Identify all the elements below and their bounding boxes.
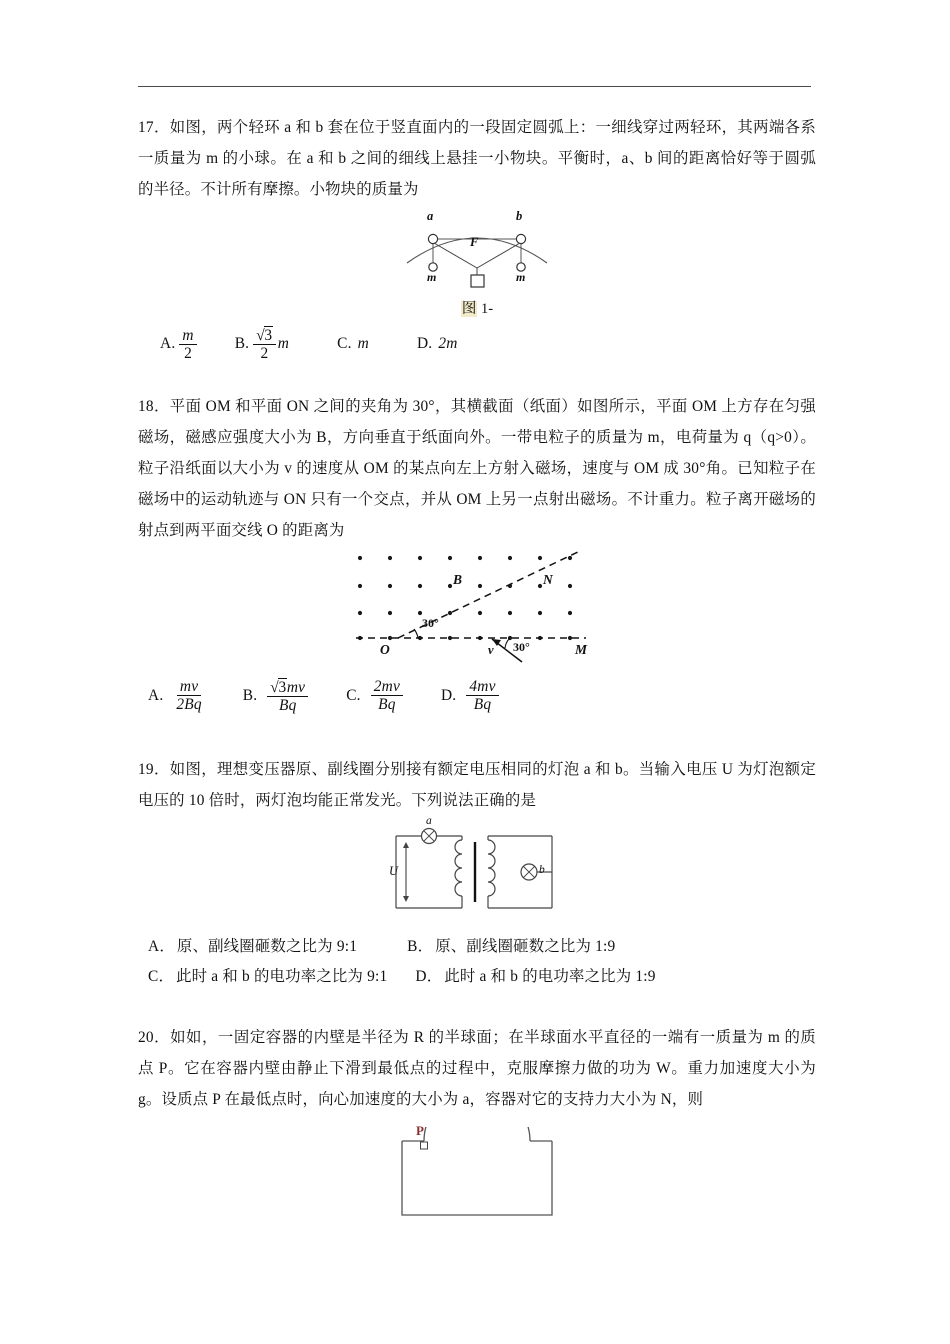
question-18-options: [138, 678, 816, 715]
option-18-C-numerator: 2mv: [371, 678, 403, 696]
option-19-D-value: 此时 a 和 b 的电功率之比为 1:9: [444, 968, 656, 985]
option-18-D[interactable]: [441, 678, 501, 714]
figure-17-caption: [461, 297, 493, 318]
option-18-A-denominator: 2Bq: [176, 696, 202, 714]
hemisphere-container-figure: [392, 1123, 562, 1225]
label-ring-a: a: [427, 209, 434, 223]
label-plane-M: M: [575, 641, 588, 657]
option-18-D-denominator: Bq: [473, 696, 492, 714]
option-18-B-value: [267, 678, 308, 715]
question-18: [138, 391, 816, 715]
option-19-C[interactable]: [148, 962, 387, 992]
option-19-B[interactable]: [407, 932, 615, 962]
option-17-B[interactable]: [235, 326, 289, 363]
option-18-B[interactable]: [243, 678, 310, 715]
option-18-D-label: D.: [440, 686, 457, 704]
sqrt-icon: √ 3: [270, 678, 287, 696]
option-17-C[interactable]: [337, 329, 369, 359]
question-18-figure-wrap: [138, 550, 816, 666]
option-18-C-label: C.: [346, 686, 361, 704]
page-content: [138, 112, 816, 1225]
question-19-options-row-1: [138, 932, 816, 962]
label-velocity-v: v: [488, 642, 494, 657]
question-17: [138, 112, 816, 363]
option-17-A-label: A.: [160, 335, 176, 353]
figure-caption-suffix: 1-: [481, 301, 494, 317]
label-ring-b: b: [516, 209, 523, 223]
label-lamp-a: a: [426, 815, 432, 827]
option-18-C-value: [371, 678, 403, 714]
option-19-C-value: 此时 a 和 b 的电功率之比为 9:1: [176, 968, 388, 985]
label-point-P: P: [416, 1123, 424, 1138]
option-19-A-label: A．: [148, 938, 175, 955]
option-18-A-value: [173, 678, 204, 714]
option-17-C-label: C.: [337, 335, 352, 353]
label-angle-on: 30°: [422, 615, 439, 630]
option-17-B-suffix: m: [277, 335, 290, 353]
label-field-B: B: [453, 571, 463, 587]
option-18-B-denominator: Bq: [279, 696, 297, 714]
option-19-B-value: 原、副线圈砸数之比为 1:9: [435, 938, 616, 955]
option-19-D[interactable]: [415, 962, 655, 992]
option-19-A[interactable]: [148, 932, 357, 962]
option-17-B-numerator: [253, 326, 276, 345]
header-rule: [138, 86, 811, 87]
question-19-options-row-2: [138, 962, 816, 992]
option-17-D[interactable]: [417, 329, 458, 359]
option-17-D-value: 2m: [438, 335, 458, 353]
magnetic-field-figure: [352, 550, 602, 666]
question-17-text: 17．如图，两个轻环 a 和 b 套在位于竖直面内的一段固定圆弧上：一细线穿过两轻环，其两端各系一质量为 m 的小球。在 a 和 b 之间的细线上悬挂一小物块。平衡时，a、b 间的距离恰好等于圆弧的半径。不计所有摩擦。小物块的质量为: [138, 119, 816, 198]
option-18-D-value: [466, 678, 498, 714]
label-lamp-b: b: [539, 864, 545, 876]
question-19-text: 19．如图，理想变压器原、副线圈分别接有额定电压相同的灯泡 a 和 b。当输入电压 U 为灯泡额定电压的 10 倍时，两灯泡均能正常发光。下列说法正确的是: [138, 761, 816, 809]
sqrt-icon: √ 3: [256, 326, 273, 344]
option-18-B-label: B.: [242, 686, 258, 704]
option-17-A[interactable]: [160, 327, 199, 363]
option-18-C[interactable]: [346, 678, 405, 714]
option-18-D-numerator: 4mv: [466, 678, 498, 696]
option-17-C-value: m: [357, 335, 369, 353]
question-20: [138, 1022, 816, 1225]
label-mass-right: m: [516, 270, 526, 284]
option-17-D-label: D.: [416, 335, 433, 353]
option-18-C-denominator: Bq: [378, 696, 396, 714]
arc-rings-figure: [377, 211, 577, 295]
option-17-A-value: [179, 327, 196, 363]
label-angle-v: 30°: [513, 639, 530, 654]
option-17-A-denominator: 2: [184, 344, 192, 362]
option-17-B-denominator: 2: [260, 345, 269, 363]
option-19-D-label: D．: [415, 968, 443, 985]
option-17-A-numerator: m: [179, 327, 196, 345]
label-mass-left: m: [427, 270, 437, 284]
option-19-C-label: C．: [148, 968, 175, 985]
transformer-circuit-figure: [382, 815, 572, 922]
label-voltage-U: U: [389, 864, 399, 878]
question-20-figure-wrap: [138, 1123, 816, 1225]
option-17-B-label: B.: [234, 335, 250, 353]
label-force-F: F: [470, 235, 479, 249]
option-19-B-label: B．: [407, 938, 434, 955]
label-origin-O: O: [380, 641, 390, 657]
question-18-text: 18．平面 OM 和平面 ON 之间的夹角为 30°，其横截面（纸面）如图所示，平面 OM 上方存在匀强磁场，磁感应强度大小为 B，方向垂直于纸面向外。一带电粒子的质量为 m，电荷量为 q（q>0）。粒子沿纸面以大小为 v 的速度从 OM 的某点向左上方射入磁场，速度与 OM 成 30°角。已知粒子在磁场中的运动轨迹与 ON 只有一个交点，并从 OM 上另一点射出磁场。不计重力。粒子离开磁场的射点到两平面交线 O 的距离为: [138, 397, 816, 539]
label-plane-N: N: [543, 571, 553, 587]
figure-caption-prefix: 图: [461, 301, 477, 317]
question-19-figure-wrap: [138, 815, 816, 922]
question-17-options: [138, 326, 816, 363]
option-18-A-numerator: mv: [177, 678, 201, 696]
option-17-B-value: [253, 326, 276, 363]
option-18-B-numerator: √ 3mv: [267, 678, 308, 697]
option-18-A-label: A.: [148, 686, 164, 704]
question-20-text: 20．如如，一固定容器的内壁是半径为 R 的半球面；在半球面水平直径的一端有一质量为 m 的质点 P。它在容器内壁由静止下滑到最低点的过程中，克服摩擦力做的功为 W。重力加速度大小为 g。设质点 P 在最低点时，向心加速度的大小为 a，容器对它的支持力大小为 N，则: [138, 1029, 816, 1108]
option-19-A-value: 原、副线圈砸数之比为 9:1: [176, 938, 358, 955]
question-19: [138, 754, 816, 992]
question-17-figure-wrap: [138, 211, 816, 318]
option-18-A[interactable]: [148, 678, 207, 714]
